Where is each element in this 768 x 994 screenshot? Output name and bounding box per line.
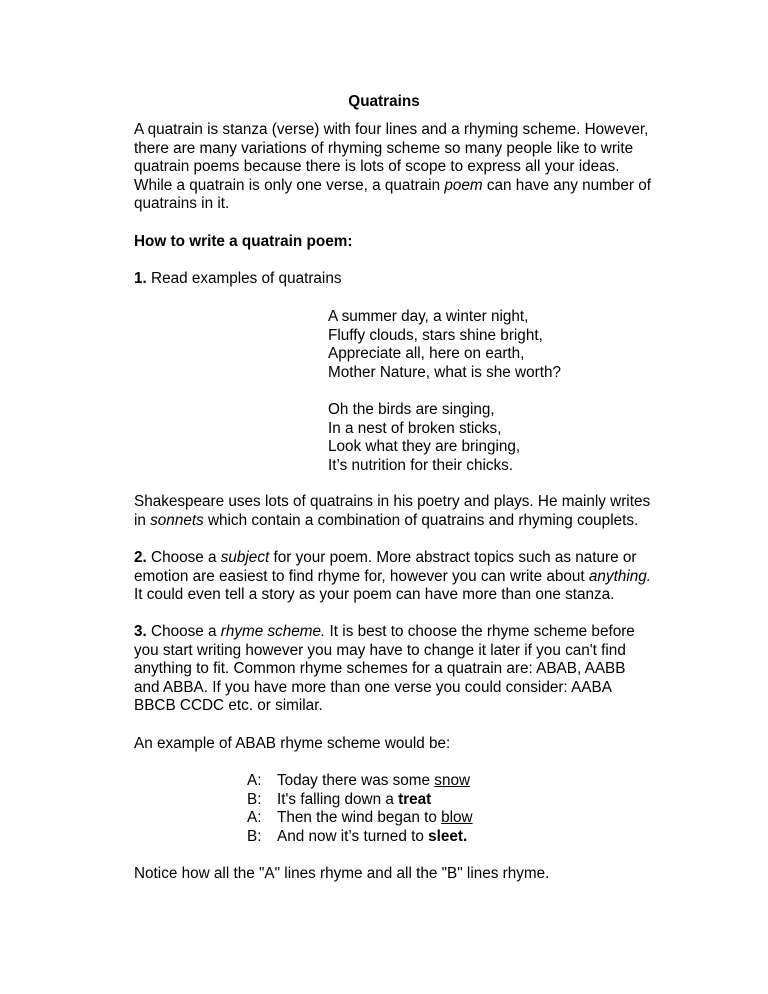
poem-1-line: Fluffy clouds, stars shine bright, — [328, 326, 543, 344]
rhyme-example — [247, 772, 473, 846]
shakespeare-paragraph — [134, 493, 654, 530]
step-3-text-end: It is best to choose the rhyme scheme before you start writing however you may have to change it later if you can't find anything to fit. Common rhyme schemes for a quatrain are: ABAB, AABB and ABBA. If you have more than one verse you could consider: AABA BBCB CCDC etc. or similar. — [134, 623, 635, 714]
intro-emphasis: poem — [444, 176, 483, 194]
anything-emphasis: anything. — [588, 567, 651, 585]
intro-text-end: can have any number of quatrains in it. — [134, 176, 652, 212]
poem-1-line: Mother Nature, what is she worth? — [328, 363, 561, 381]
example-intro: An example of ABAB rhyme scheme would be: — [134, 735, 451, 752]
example-text: Then the wind began to — [277, 809, 442, 826]
step-1-text: Read examples of quatrains — [146, 270, 342, 287]
example-line — [247, 809, 473, 828]
sonnets-emphasis: sonnets — [150, 511, 204, 529]
poem-2-line: Look what they are bringing, — [328, 438, 521, 455]
page-title: Quatrains — [348, 93, 420, 110]
rhyme-letter: B: — [247, 827, 262, 845]
shakespeare-text: Shakespeare uses lots of quatrains in his poetry and plays. He mainly writes in — [134, 493, 651, 529]
poem-2-line: In a nest of broken sticks, — [328, 419, 502, 437]
poem-2-line: It’s nutrition for their chicks. — [328, 456, 514, 474]
rhyme-word: sleet. — [428, 827, 468, 845]
subject-emphasis: subject — [220, 549, 270, 566]
step-2-text-end: It could even tell a story as your poem can have more than one stanza. — [134, 586, 615, 603]
step-1 — [134, 270, 654, 289]
poem-2 — [328, 401, 520, 475]
step-2-text-mid: for your poem. More abstract topics such as nature or emotion are easiest to find rhyme for, however you can write about — [134, 549, 637, 585]
rhyme-word: blow — [441, 809, 473, 826]
rhyme-letter: A: — [247, 772, 262, 789]
poem-1-line: A summer day, a winter night, — [328, 308, 529, 325]
example-line — [247, 828, 473, 847]
rhyme-word: snow — [434, 772, 471, 789]
intro-paragraph — [134, 121, 654, 214]
howto-heading: How to write a quatrain poem: — [134, 233, 353, 250]
example-line — [247, 791, 473, 810]
step-2 — [134, 549, 654, 605]
step-3-text: Choose a — [146, 623, 221, 640]
step-2-number: 2. — [134, 549, 147, 566]
rhyme-letter: A: — [247, 809, 262, 826]
poem-1 — [328, 308, 561, 382]
rhyme-word: treat — [398, 790, 432, 808]
step-3 — [134, 623, 654, 716]
rhyme-scheme-emphasis: rhyme scheme. — [220, 623, 326, 640]
example-line — [247, 772, 473, 791]
example-text: It's falling down a — [277, 790, 399, 808]
intro-text: A quatrain is stanza (verse) with four lines and a rhyming scheme. However, there are many variations of rhyming scheme so many people like to write quatrain poems because there is lots of scope to express all your ideas. While a quatrain is only one verse, a quatrain — [134, 121, 649, 194]
shakespeare-text-end: which contain a combination of quatrains and rhyming couplets. — [203, 511, 639, 529]
notice-paragraph: Notice how all the "A" lines rhyme and all the "B" lines rhyme. — [134, 865, 550, 882]
step-3-number: 3. — [134, 623, 147, 640]
rhyme-letter: B: — [247, 790, 262, 808]
poem-1-line: Appreciate all, here on earth, — [328, 345, 525, 362]
example-text: Today there was some — [277, 772, 435, 789]
poem-2-line: Oh the birds are singing, — [328, 401, 495, 418]
step-2-text: Choose a — [146, 549, 221, 566]
step-1-number: 1. — [134, 270, 147, 287]
example-text: And now it’s turned to — [277, 827, 429, 845]
